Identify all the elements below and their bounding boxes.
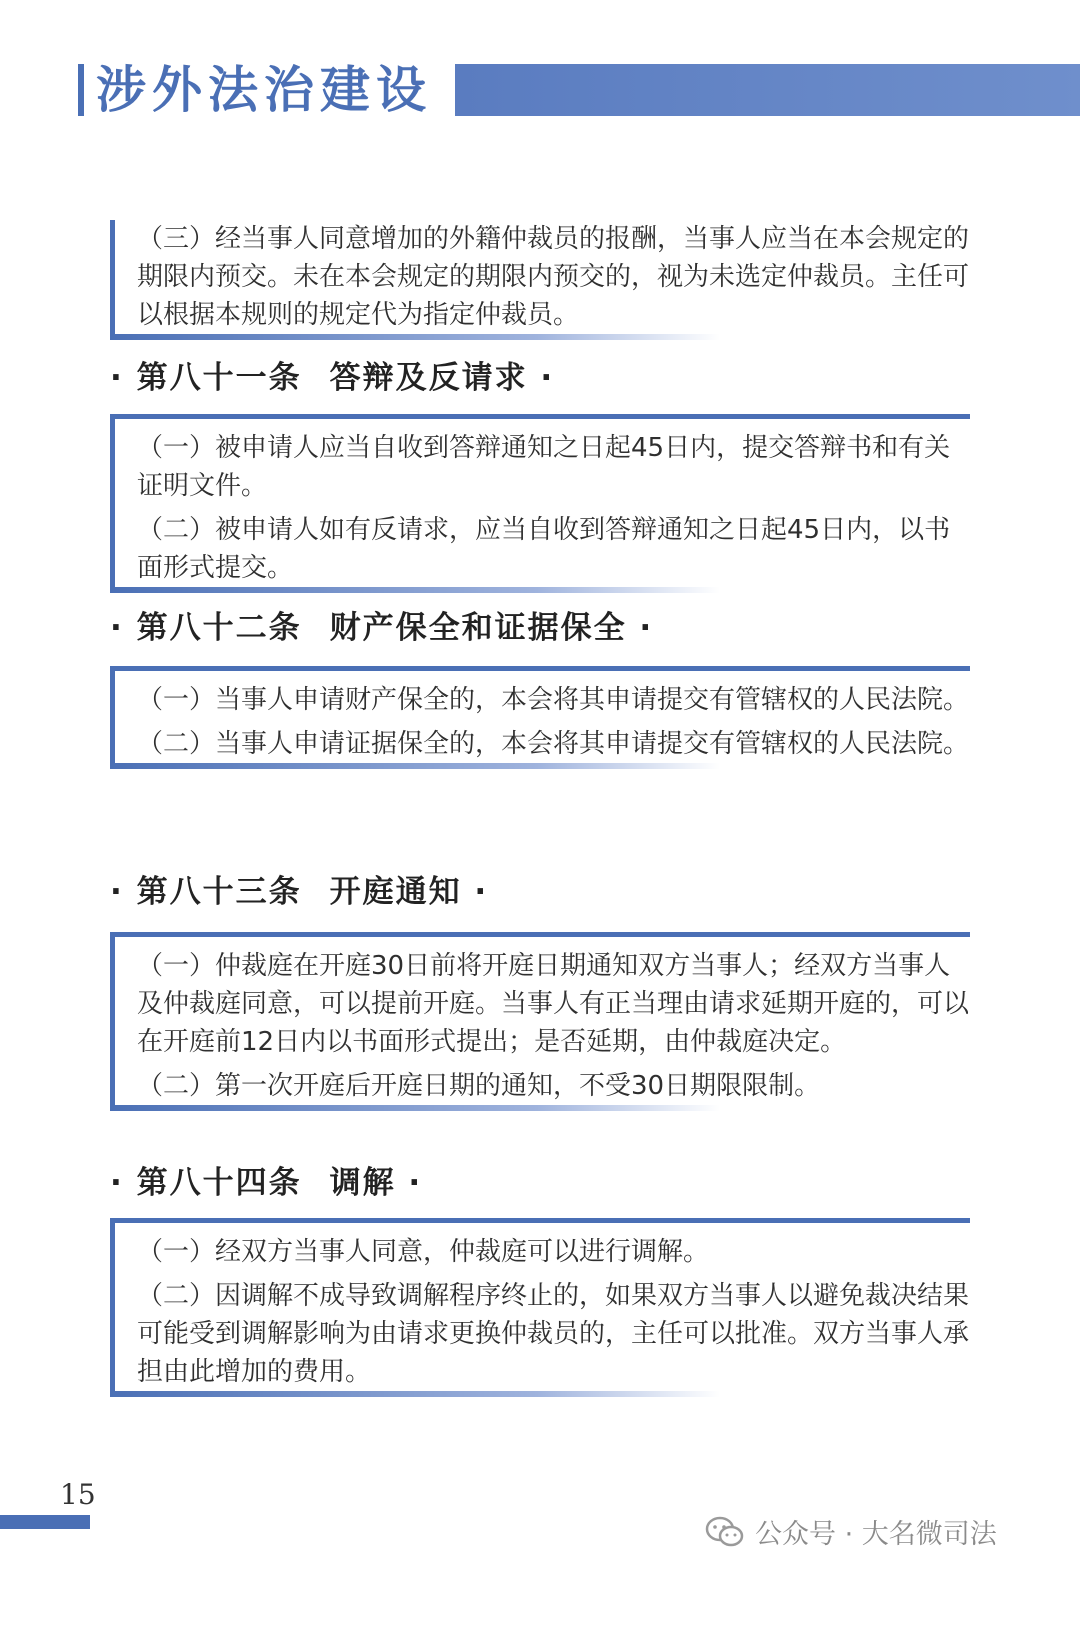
wechat-icon <box>705 1516 745 1548</box>
paragraph: （一）经双方当事人同意，仲裁庭可以进行调解。 <box>137 1237 710 1267</box>
page-header-title: 涉外法治建设 <box>96 60 432 119</box>
article-title: 答辩及反请求 <box>329 360 528 396</box>
article-82-box <box>110 666 970 763</box>
article-number: 第八十一条 <box>136 360 302 396</box>
paragraph: （一）当事人申请财产保全的，本会将其申请提交有管辖权的人民法院。 <box>137 685 970 715</box>
article-82-heading: · 第八十二条 财产保全和证据保全 · <box>110 610 654 646</box>
watermark-text: 公众号 · 大名微司法 <box>755 1519 997 1550</box>
paragraph: （二）因调解不成导致调解程序终止的，如果双方当事人以避免裁决结果可能受到调解影响为由请求更换仲裁员的，主任可以批准。双方当事人承担由此增加的费用。 <box>137 1281 970 1387</box>
article-81-heading: · 第八十一条 答辩及反请求 · <box>110 360 555 396</box>
header-band <box>455 64 1080 116</box>
article-80-continuation-box <box>110 220 970 334</box>
paragraph: （二）第一次开庭后开庭日期的通知，不受30日期限限制。 <box>137 1071 821 1101</box>
paragraph: （二）被申请人如有反请求，应当自收到答辩通知之日起45日内，以书面形式提交。 <box>137 515 951 583</box>
footer-bar <box>0 1515 90 1529</box>
article-84-heading: · 第八十四条 调解 · <box>110 1165 423 1201</box>
article-number: 第八十二条 <box>136 610 302 646</box>
article-number: 第八十三条 <box>136 874 302 910</box>
watermark <box>705 1512 997 1551</box>
article-84-box <box>110 1218 970 1391</box>
page-number: 15 <box>60 1478 96 1511</box>
article-83-heading: · 第八十三条 开庭通知 · <box>110 874 489 910</box>
article-title: 调解 <box>329 1165 396 1201</box>
article-81-box <box>110 414 970 587</box>
paragraph: （一）仲裁庭在开庭30日前将开庭日期通知双方当事人；经双方当事人及仲裁庭同意，可以提前开庭。当事人有正当理由请求延期开庭的，可以在开庭前12日内以书面形式提出；是否延期，由仲裁庭决定。 <box>137 951 970 1057</box>
article-title: 财产保全和证据保全 <box>329 610 627 646</box>
article-title: 开庭通知 <box>329 874 462 910</box>
paragraph: （一）被申请人应当自收到答辩通知之日起45日内，提交答辩书和有关证明文件。 <box>137 433 951 501</box>
article-number: 第八十四条 <box>136 1165 302 1201</box>
paragraph: （二）当事人申请证据保全的，本会将其申请提交有管辖权的人民法院。 <box>137 729 970 759</box>
header-left-bar <box>78 64 84 116</box>
article-83-box <box>110 932 970 1105</box>
paragraph: （三）经当事人同意增加的外籍仲裁员的报酬，当事人应当在本会规定的期限内预交。未在本会规定的期限内预交的，视为未选定仲裁员。主任可以根据本规则的规定代为指定仲裁员。 <box>137 224 970 330</box>
